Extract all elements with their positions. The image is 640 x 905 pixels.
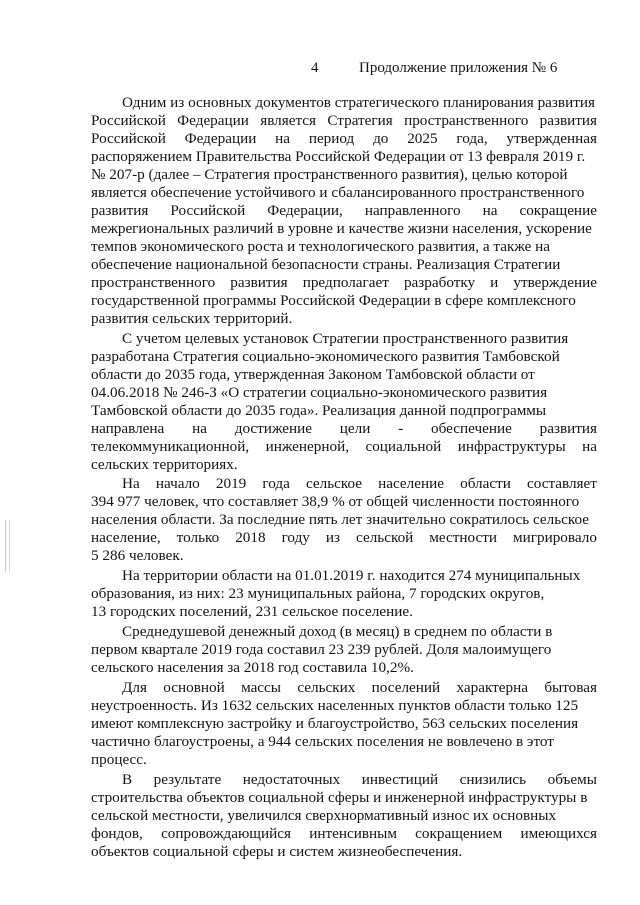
word: направленного — [364, 202, 461, 219]
text-line: обеспечение национальной безопасности страны. Реализация Стратегии — [91, 256, 561, 273]
word: - — [398, 420, 404, 437]
word: характерна — [456, 679, 528, 696]
word: Федерации — [184, 130, 257, 147]
word: основной — [163, 679, 225, 696]
word: население — [378, 475, 444, 492]
text-line: межрегиональных различий в уровне и качестве жизни населения, ускорение — [91, 220, 592, 237]
text-line: области до 2035 года, утвержденная Законом Тамбовской области от — [91, 366, 535, 383]
binding-margin-mark — [5, 520, 10, 572]
appendix-continuation-header: Продолжение приложения № 6 — [359, 60, 558, 76]
word: телекоммуникационной, — [91, 438, 250, 455]
word: объемы — [547, 771, 597, 788]
word: 2018 — [235, 529, 266, 546]
text-line — [91, 438, 597, 456]
text-line: № 207-р (далее – Стратегия пространственного развития), целью которой — [91, 166, 568, 183]
text-line — [91, 825, 597, 843]
text-line: развития сельских территорий. — [91, 310, 293, 327]
text-line — [122, 679, 597, 697]
text-line: частично благоустроены, а 944 сельских поселения не вовлечено в этот — [91, 733, 554, 750]
word: составляет — [526, 475, 597, 492]
word: мигрировало — [513, 529, 597, 546]
word: недостаточных — [242, 771, 341, 788]
word: году — [281, 529, 310, 546]
text-line: имеют комплексную застройку и благоустройство, 563 сельских поселения — [91, 715, 579, 732]
word: года — [262, 475, 290, 492]
word: сокращение — [519, 202, 597, 219]
word: начало — [155, 475, 200, 492]
text-line: 5 286 человек. — [91, 547, 184, 564]
text-line: 04.06.2018 № 246-З «О стратегии социально-экономического развития — [91, 384, 548, 401]
word: разработку — [403, 274, 476, 291]
text-line: является обеспечение устойчивого и сбалансированного пространственного — [91, 184, 585, 201]
text-line: темпов экономического роста и технологического развития, а также на — [91, 238, 551, 255]
word: направлена — [91, 420, 165, 437]
word: инженерной, — [265, 438, 350, 455]
word: поселений — [371, 679, 441, 696]
word: пространственного — [91, 274, 216, 291]
text-line: строительства объектов социальной сферы и инженерной инфраструктуры в — [91, 789, 588, 806]
word: предполагает — [302, 274, 389, 291]
text-line: образования, из них: 23 муниципальных района, 7 городских округов, — [91, 585, 545, 602]
text-line: первом квартале 2019 года составил 23 239 рублей. Доля малоимущего — [91, 641, 552, 658]
word: Федерации, — [267, 202, 343, 219]
text-line: С учетом целевых установок Стратегии пространственного развития — [122, 330, 569, 347]
text-line: государственной программы Российской Федерации в сфере комплексного — [91, 292, 576, 309]
text-line — [91, 130, 597, 148]
word: года, — [456, 130, 488, 147]
text-line — [91, 274, 597, 292]
word: Федерации — [177, 112, 249, 129]
word: Стратегия — [327, 112, 393, 129]
word: интенсивным — [309, 825, 397, 842]
word: на — [192, 420, 207, 437]
word: развития — [230, 274, 288, 291]
word: пространственного — [404, 112, 529, 129]
word: результате — [153, 771, 222, 788]
word: сокращением — [415, 825, 503, 842]
word: только — [176, 529, 220, 546]
word: Российской — [91, 130, 166, 147]
word: население, — [91, 529, 161, 546]
word: На — [122, 475, 140, 492]
word: местности — [429, 529, 498, 546]
text-line — [91, 112, 597, 130]
word: развития — [91, 202, 149, 219]
word: бытовая — [544, 679, 597, 696]
word: достижение — [234, 420, 312, 437]
text-line: объектов социальной сферы и систем жизнеобеспечения. — [91, 843, 463, 860]
text-line: На территории области на 01.01.2019 г. находится 274 муниципальных — [122, 567, 581, 584]
text-line: сельской местности, увеличился сверхнормативный износ их основных — [91, 807, 557, 824]
word: социальной — [365, 438, 442, 455]
word: период — [308, 130, 355, 147]
word: обеспечение — [430, 420, 512, 437]
word: сельское — [305, 475, 363, 492]
text-line: распоряжением Правительства Российской Федерации от 13 февраля 2019 г. — [91, 148, 586, 165]
word: инфраструктуры — [457, 438, 566, 455]
text-line: сельского населения за 2018 год составила 10,2%. — [91, 659, 414, 676]
word: В — [122, 771, 133, 788]
text-line: процесс. — [91, 751, 147, 768]
page-number: 4 — [311, 60, 319, 76]
word: снизились — [459, 771, 527, 788]
word: утверждение — [513, 274, 597, 291]
word: фондов, — [91, 825, 143, 842]
word: Для — [122, 679, 147, 696]
text-line: разработана Стратегия социально-экономического развития Тамбовской — [91, 348, 560, 365]
word: на — [275, 130, 291, 147]
word: является — [260, 112, 317, 129]
word: сопровождающийся — [161, 825, 291, 842]
text-line: сельских территориях. — [91, 456, 238, 473]
word: из — [325, 529, 341, 546]
word: до — [373, 130, 389, 147]
word: сельской — [356, 529, 414, 546]
text-line — [91, 529, 597, 547]
text-line: Тамбовской области до 2035 года». Реализация данной подпрограммы — [91, 402, 547, 419]
word: развития — [539, 420, 597, 437]
word: Российской — [170, 202, 246, 219]
text-line: Одним из основных документов стратегического планирования развития — [122, 94, 595, 111]
word: Российской — [91, 112, 166, 129]
word: массы — [241, 679, 281, 696]
text-line: неустроенность. Из 1632 сельских населенных пунктов области только 125 — [91, 697, 579, 714]
text-line — [122, 475, 597, 493]
word: 2025 — [407, 130, 438, 147]
word: и — [490, 274, 499, 291]
word: цели — [339, 420, 371, 437]
text-line: населения области. За последние пять лет значительно сократилось сельское — [91, 511, 590, 528]
word: сельских — [297, 679, 356, 696]
text-line — [122, 771, 597, 789]
text-line — [91, 420, 597, 438]
text-line: 13 городских поселений, 231 сельское поселение. — [91, 603, 413, 620]
word: на — [582, 438, 597, 455]
word: 2019 — [215, 475, 247, 492]
text-line: 394 977 человек, что составляет 38,9 % от общей численности постоянного — [91, 493, 580, 510]
word: области — [460, 475, 511, 492]
word: имеющихся — [520, 825, 597, 842]
word: развития — [539, 112, 597, 129]
word: инвестиций — [361, 771, 439, 788]
text-line — [91, 202, 597, 220]
text-line: Среднедушевой денежный доход (в месяц) в среднем по области в — [122, 623, 553, 640]
word: на — [482, 202, 498, 219]
word: утвержденная — [506, 130, 597, 147]
